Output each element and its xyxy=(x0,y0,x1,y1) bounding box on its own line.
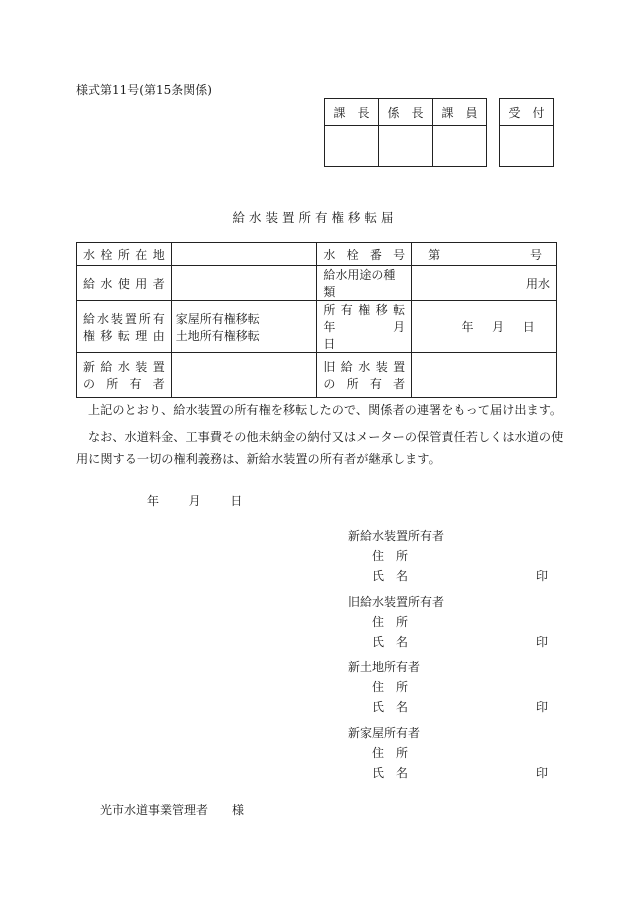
signer-title: 新家屋所有者 xyxy=(348,726,421,740)
approval-stamp-grid xyxy=(324,98,487,167)
old-owner-field[interactable] xyxy=(412,353,557,398)
water-user-label: 給水使用者 xyxy=(77,266,172,301)
date-day: 日 xyxy=(522,320,535,334)
signer-address-label: 住 所 xyxy=(372,549,409,563)
form-number: 様式第11号(第15条関係) xyxy=(76,83,212,97)
new-owner-field[interactable] xyxy=(171,353,317,398)
signer-name-label: 氏 名 xyxy=(372,766,409,780)
number-suffix: 号 xyxy=(529,247,542,262)
new-owner-label-line1: 新給水装置 xyxy=(83,360,165,374)
transfer-date-label-line1: 所有権移転 xyxy=(323,303,406,317)
body-paragraph-1: 上記のとおり、給水装置の所有権を移転したので、関係者の連署をもって届け出ます。 xyxy=(88,403,563,417)
submission-month: 月 xyxy=(188,494,201,508)
reason-option-land[interactable]: 土地所有権移転 xyxy=(175,328,260,343)
signer-name-row xyxy=(348,763,548,783)
seal-mark: 印 xyxy=(535,766,548,780)
date-month: 月 xyxy=(492,320,505,334)
signer-name-label: 氏 名 xyxy=(372,700,409,714)
stamp-box-section-chief[interactable] xyxy=(325,126,379,167)
body-paragraph-2: なお、水道料金、工事費その他未納金の納付又はメーターの保管責任若しくは水道の使用に関する一切の権利義務は、新給水装置の所有者が継承します。 xyxy=(76,430,564,466)
old-owner-label-line2: の所有者 xyxy=(323,377,406,391)
signer-block-old-equipment-owner xyxy=(348,592,548,652)
signer-block-new-land-owner xyxy=(348,657,548,717)
signer-address-label: 住 所 xyxy=(372,680,409,694)
signer-address-label: 住 所 xyxy=(372,746,409,760)
water-user-field[interactable] xyxy=(171,266,317,301)
number-prefix: 第 xyxy=(428,247,441,262)
old-owner-label-line1: 旧給水装置 xyxy=(323,360,406,374)
receipt-stamp-grid xyxy=(499,98,554,167)
transfer-date-field[interactable] xyxy=(412,301,557,353)
stamp-header-section-chief: 課 長 xyxy=(325,99,379,126)
signer-block-new-equipment-owner xyxy=(348,526,548,586)
table-row xyxy=(77,301,557,353)
hydrant-number-label: 水栓番号 xyxy=(317,243,412,266)
signer-title: 新土地所有者 xyxy=(348,660,421,674)
hydrant-location-field[interactable] xyxy=(171,243,317,266)
stamp-box-staff[interactable] xyxy=(433,126,487,167)
stamp-header-receipt: 受 付 xyxy=(500,99,554,126)
table-row xyxy=(77,266,557,301)
signer-title: 旧給水装置所有者 xyxy=(348,595,445,609)
use-suffix: 用水 xyxy=(525,276,550,291)
stamp-box-receipt[interactable] xyxy=(500,126,554,167)
signer-name-row xyxy=(348,697,548,717)
stamp-box-subsection-chief[interactable] xyxy=(379,126,433,167)
stamp-header-subsection-chief: 係 長 xyxy=(379,99,433,126)
table-row xyxy=(77,353,557,398)
submission-date xyxy=(147,492,242,509)
stamp-header-staff: 課 員 xyxy=(433,99,487,126)
addressee: 光市水道事業管理者 様 xyxy=(100,803,245,817)
reason-option-house[interactable]: 家屋所有権移転 xyxy=(175,311,260,326)
signer-name-row xyxy=(348,632,548,652)
submission-year: 年 xyxy=(147,494,160,508)
new-owner-label-line2: の所有者 xyxy=(83,377,165,391)
transfer-date-label xyxy=(317,301,430,353)
signer-address-label: 住 所 xyxy=(372,615,409,629)
signer-name-row xyxy=(348,566,548,586)
transfer-reason-label xyxy=(77,301,172,353)
signer-name-label: 氏 名 xyxy=(372,569,409,583)
hydrant-number-field[interactable] xyxy=(412,243,557,266)
date-year: 年 xyxy=(461,320,474,334)
document-title: 給水装置所有権移転届 xyxy=(232,210,398,225)
table-row xyxy=(77,243,557,266)
hydrant-location-label: 水栓所在地 xyxy=(77,243,172,266)
signer-title: 新給水装置所有者 xyxy=(348,529,445,543)
seal-mark: 印 xyxy=(535,635,548,649)
signer-name-label: 氏 名 xyxy=(372,635,409,649)
transfer-reason-label-line2: 権移転理由 xyxy=(83,328,165,343)
seal-mark: 印 xyxy=(535,700,548,714)
signer-block-new-house-owner xyxy=(348,723,548,783)
use-type-label: 給水用途の種類 xyxy=(317,266,412,301)
transfer-reason-label-line1: 給水装置所有 xyxy=(83,311,165,326)
transfer-reason-options[interactable] xyxy=(171,301,317,353)
old-owner-label xyxy=(317,353,412,398)
seal-mark: 印 xyxy=(535,569,548,583)
transfer-form-table xyxy=(76,242,557,398)
new-owner-label xyxy=(77,353,172,398)
submission-day: 日 xyxy=(230,494,243,508)
use-type-field[interactable] xyxy=(412,266,557,301)
transfer-date-label-line2: 年 月 日 xyxy=(323,320,430,351)
